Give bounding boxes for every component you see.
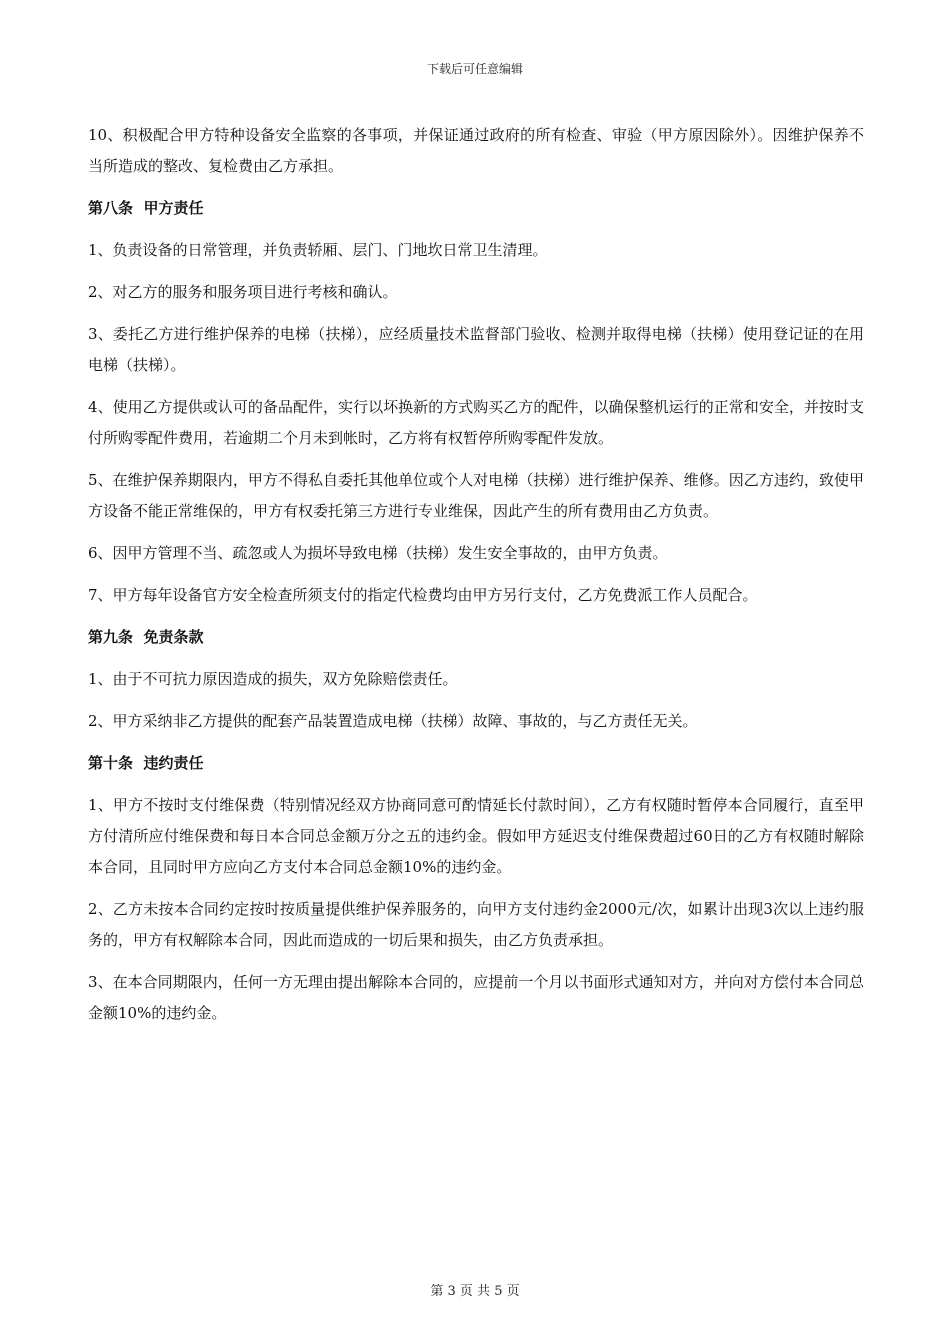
clause-paragraph: 7、甲方每年设备官方安全检查所须支付的指定代检费均由甲方另行支付，乙方免费派工作人员配合。 — [88, 586, 758, 604]
document-body — [88, 120, 864, 1040]
clause-paragraph: 2、甲方采纳非乙方提供的配套产品装置造成电梯（扶梯）故障、事故的，与乙方责任无关。 — [88, 712, 698, 730]
clause-paragraph: 3、在本合同期限内，任何一方无理由提出解除本合同的，应提前一个月以书面形式通知对方，并向对方偿付本合同总金额10%的违约金。 — [88, 973, 864, 1022]
clause-paragraph: 2、对乙方的服务和服务项目进行考核和确认。 — [88, 283, 398, 301]
clause-paragraph: 1、负责设备的日常管理，并负责轿厢、层门、门地坎日常卫生清理。 — [88, 241, 548, 259]
clause-paragraph: 5、在维护保养期限内，甲方不得私自委托其他单位或个人对电梯（扶梯）进行维护保养、维修。因乙方违约，致使甲方设备不能正常维保的，甲方有权委托第三方进行专业维保，因此产生的所有费用由乙方负责。 — [88, 471, 864, 520]
section-heading: 第八条 甲方责任 — [88, 199, 204, 217]
clause-paragraph: 6、因甲方管理不当、疏忽或人为损坏导致电梯（扶梯）发生安全事故的，由甲方负责。 — [88, 544, 668, 562]
clause-paragraph: 1、由于不可抗力原因造成的损失，双方免除赔偿责任。 — [88, 670, 458, 688]
clause-paragraph: 1、甲方不按时支付维保费（特别情况经双方协商同意可酌情延长付款时间），乙方有权随时暂停本合同履行，直至甲方付清所应付维保费和每日本合同总金额万分之五的违约金。假如甲方延迟支付维保费超过60日的乙方有权随时解除本合同，且同时甲方应向乙方支付本合同总金额10%的违约金。 — [88, 796, 864, 876]
page-header: 下载后可任意编辑 — [426, 62, 523, 76]
section-heading: 第九条 免责条款 — [88, 628, 204, 646]
clause-paragraph: 3、委托乙方进行维护保养的电梯（扶梯），应经质量技术监督部门验收、检测并取得电梯（扶梯）使用登记证的在用电梯（扶梯）。 — [88, 325, 864, 374]
clause-paragraph: 10、积极配合甲方特种设备安全监察的各事项，并保证通过政府的所有检查、审验（甲方原因除外）。因维护保养不当所造成的整改、复检费由乙方承担。 — [88, 126, 864, 175]
clause-paragraph: 2、乙方未按本合同约定按时按质量提供维护保养服务的，向甲方支付违约金2000元/次，如累计出现3次以上违约服务的，甲方有权解除本合同，因此而造成的一切后果和损失，由乙方负责承担。 — [88, 900, 864, 949]
page-footer: 第 3 页 共 5 页 — [430, 1284, 520, 1299]
section-heading: 第十条 违约责任 — [88, 754, 204, 772]
clause-paragraph: 4、使用乙方提供或认可的备品配件，实行以坏换新的方式购买乙方的配件，以确保整机运行的正常和安全，并按时支付所购零配件费用，若逾期二个月未到帐时，乙方将有权暂停所购零配件发放。 — [88, 398, 864, 447]
